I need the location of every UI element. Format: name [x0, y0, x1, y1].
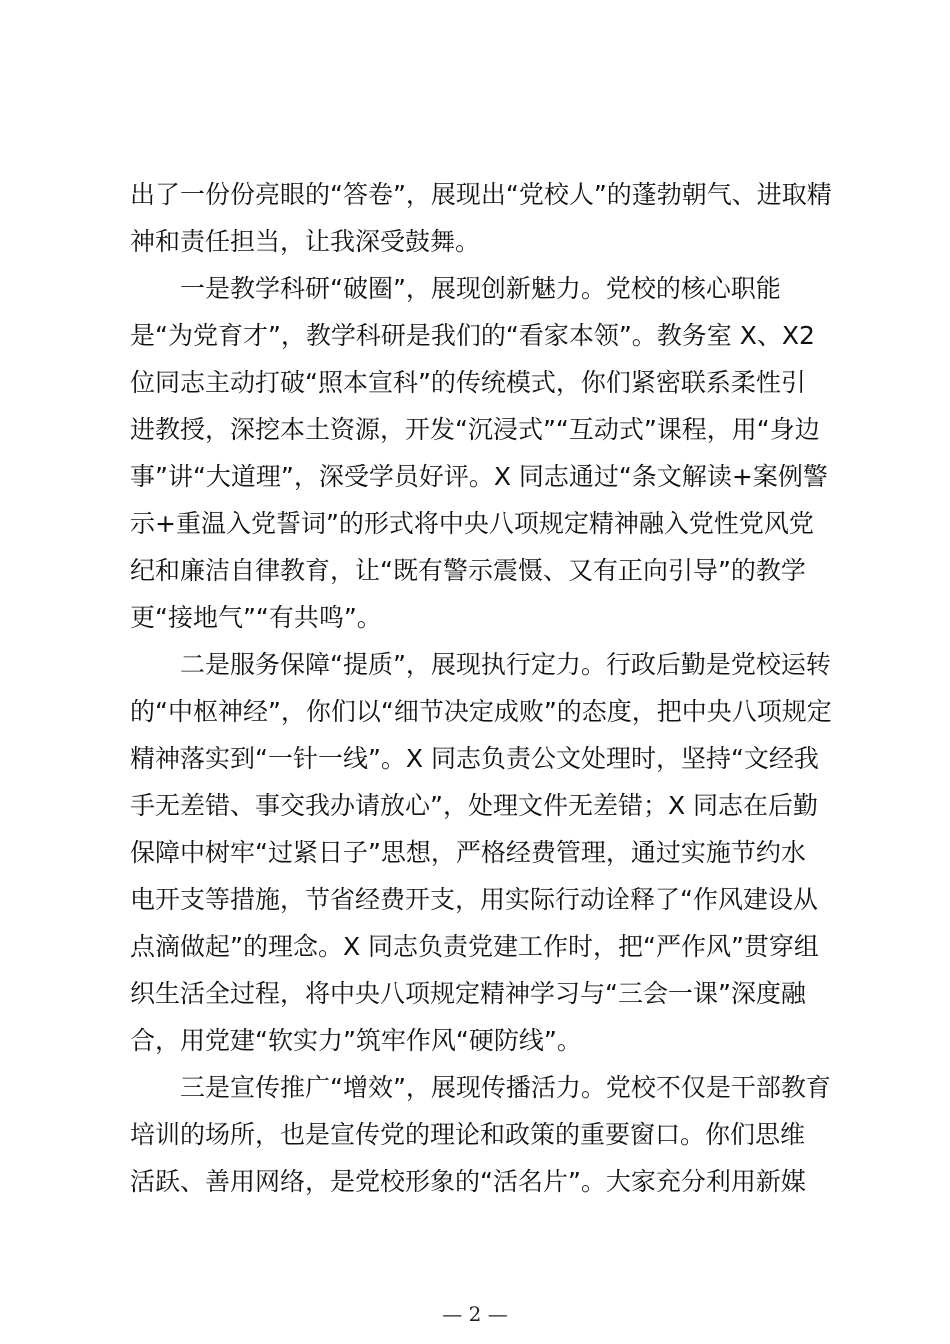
text-line: 保障中树牢“过紧日子”思想，严格经费管理，通过实施节约水 [130, 838, 806, 867]
text-line: 是“为党育才”，教学科研是我们的“看家本领”。教务室 X、X2 [130, 321, 815, 350]
text-line: 织生活全过程，将中央八项规定精神学习与“三会一课”深度融 [130, 979, 806, 1008]
document-body [130, 171, 830, 1205]
text-line: 更“接地气”“有共鸣”。 [130, 603, 382, 632]
text-line: 位同志主动打破“照本宣科”的传统模式，你们紧密联系柔性引 [130, 368, 806, 397]
paragraph-heading-line: 一是教学科研“破圈”，展现创新魅力。党校的核心职能 [180, 274, 781, 303]
text-line: 示+重温入党誓词”的形式将中央八项规定精神融入党性党风党 [130, 509, 814, 538]
text-line: 纪和廉洁自律教育，让“既有警示震慑、又有正向引导”的教学 [130, 556, 806, 585]
text-line: 进教授，深挖本土资源，开发“沉浸式”“互动式”课程，用“身边 [130, 415, 820, 444]
text-line: 出了一份份亮眼的“答卷”，展现出“党校人”的蓬勃朝气、进取精 [130, 180, 832, 209]
text-line: 精神落实到“一针一线”。X 同志负责公文处理时，坚持“文经我 [130, 744, 819, 773]
text-line: 事”讲“大道理”，深受学员好评。X 同志通过“条文解读+案例警 [130, 462, 828, 491]
paragraph-heading-line: 二是服务保障“提质”，展现执行定力。行政后勤是党校运转 [180, 650, 831, 679]
text-line: 电开支等措施，节省经费开支，用实际行动诠释了“作风建设从 [130, 885, 818, 914]
text-line: 的“中枢神经”，你们以“细节决定成败”的态度，把中央八项规定 [130, 697, 832, 726]
page-number: — 2 — [442, 1302, 508, 1326]
text-line: 活跃、善用网络，是党校形象的“活名片”。大家充分利用新媒 [130, 1167, 806, 1196]
text-line: 合，用党建“软实力”筑牢作风“硬防线”。 [130, 1026, 582, 1055]
text-line: 神和责任担当，让我深受鼓舞。 [130, 227, 481, 256]
text-line: 手无差错、事交我办请放心”，处理文件无差错；X 同志在后勤 [130, 791, 819, 820]
text-line: 培训的场所，也是宣传党的理论和政策的重要窗口。你们思维 [130, 1120, 806, 1149]
paragraph-heading-line: 三是宣传推广“增效”，展现传播活力。党校不仅是干部教育 [180, 1073, 831, 1102]
text-line: 点滴做起”的理念。X 同志负责党建工作时，把“严作风”贯穿组 [130, 932, 819, 961]
